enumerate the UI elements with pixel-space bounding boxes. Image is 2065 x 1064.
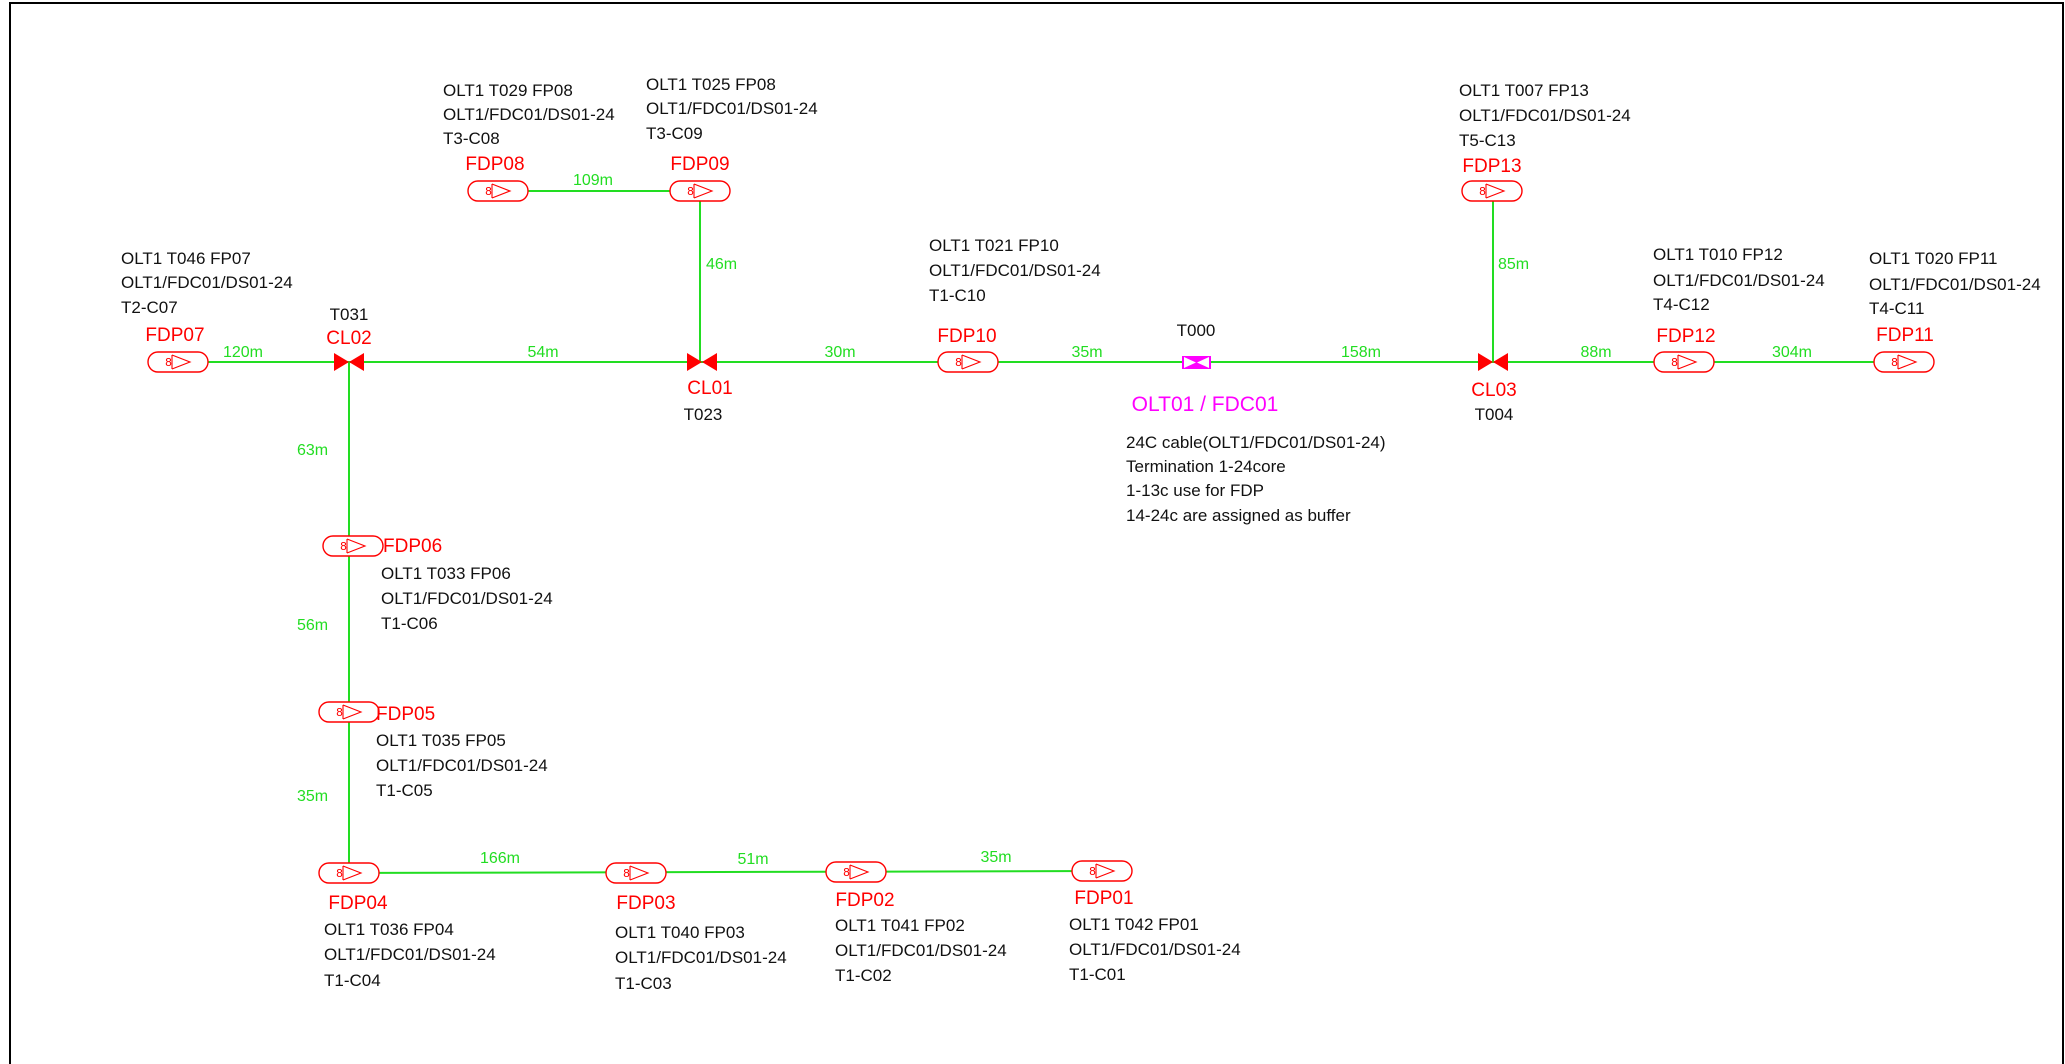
fdp06-info-line: OLT1 T033 FP06	[381, 564, 511, 583]
fdp03-symbol: 8	[623, 867, 630, 880]
fdp06-symbol: 8	[340, 540, 347, 553]
closure-cl03-tag: T004	[1474, 405, 1514, 424]
fdp02-splitter-icon[interactable]	[826, 862, 886, 882]
fdp07-info-line: OLT1 T046 FP07	[121, 249, 251, 268]
fdp08-info-line: T3-C08	[443, 129, 500, 148]
length-cl02-cl01: 54m	[527, 344, 559, 361]
fdp02-info-line: T1-C02	[835, 966, 892, 985]
length-fdp05-fdp04: 35m	[297, 788, 329, 805]
fdp-node-fdp06	[323, 536, 553, 633]
length-fdp02-fdp01: 35m	[980, 849, 1012, 866]
fdp03-label: FDP03	[616, 893, 676, 914]
length-fdp08-fdp09: 109m	[572, 172, 614, 189]
fdp11-info-line: T4-C11	[1869, 299, 1925, 318]
fdp-node-fdp04	[319, 863, 496, 990]
olt-note-line: 24C cable(OLT1/FDC01/DS01-24)	[1126, 433, 1386, 452]
fdp13-info-line: T5-C13	[1459, 131, 1516, 150]
fdp13-label: FDP13	[1462, 156, 1522, 177]
length-cl01-fdp10: 30m	[824, 344, 856, 361]
fdp-node-fdp07	[121, 249, 293, 372]
fdp12-splitter-icon[interactable]	[1654, 352, 1714, 372]
fdp05-splitter-icon[interactable]	[319, 702, 379, 722]
fdp07-label: FDP07	[145, 325, 205, 346]
length-fdp12-fdp11: 304m	[1771, 344, 1813, 361]
fdp11-symbol: 8	[1891, 356, 1898, 369]
fdp09-splitter-icon[interactable]	[670, 181, 730, 201]
fdp10-symbol: 8	[955, 356, 962, 369]
fdp10-label: FDP10	[937, 326, 997, 347]
fdp08-info-line: OLT1 T029 FP08	[443, 81, 573, 100]
fdp07-symbol: 8	[165, 356, 172, 369]
closure-cl01-label: CL01	[687, 378, 733, 399]
fdp02-info-line: OLT1/FDC01/DS01-24	[835, 941, 1007, 960]
fdp-node-fdp05	[319, 702, 548, 800]
fdp13-symbol: 8	[1479, 185, 1486, 198]
fdp06-splitter-icon[interactable]	[323, 536, 383, 556]
fdp07-info-line: OLT1/FDC01/DS01-24	[121, 273, 293, 292]
length-fdp10-olt: 35m	[1071, 344, 1103, 361]
fdp05-symbol: 8	[336, 706, 343, 719]
closure-cl02-tag: T031	[329, 305, 369, 324]
fdp04-info-line: OLT1/FDC01/DS01-24	[324, 945, 496, 964]
fdp11-info-line: OLT1 T020 FP11	[1869, 249, 1998, 268]
closure-cl02-label: CL02	[326, 328, 372, 349]
fdp-node-fdp03	[606, 863, 787, 993]
fdp05-info-line: OLT1 T035 FP05	[376, 731, 506, 750]
fdp13-info-line: OLT1 T007 FP13	[1459, 81, 1589, 100]
fdp06-label: FDP06	[383, 536, 443, 557]
fdp09-symbol: 8	[687, 185, 694, 198]
fdp12-symbol: 8	[1671, 356, 1678, 369]
fdp02-symbol: 8	[843, 866, 850, 879]
fdp03-info-line: OLT1 T040 FP03	[615, 923, 745, 942]
fdp10-info-line: OLT1/FDC01/DS01-24	[929, 261, 1101, 280]
fdp02-label: FDP02	[835, 890, 895, 911]
fdp08-label: FDP08	[465, 154, 525, 175]
olt-note-line: 1-13c use for FDP	[1126, 481, 1264, 500]
fdp01-info-line: T1-C01	[1069, 965, 1126, 984]
fdp10-info-line: OLT1 T021 FP10	[929, 236, 1059, 255]
fdp01-symbol: 8	[1089, 865, 1096, 878]
length-fdp03-fdp02: 51m	[737, 851, 769, 868]
length-fdp09-cl01: 46m	[706, 256, 738, 273]
fdp05-label: FDP05	[376, 704, 436, 725]
length-fdp07-cl02: 120m	[222, 344, 264, 361]
fdp12-info-line: OLT1/FDC01/DS01-24	[1653, 271, 1825, 290]
fdp04-info-line: OLT1 T036 FP04	[324, 920, 454, 939]
fdp06-info-line: T1-C06	[381, 614, 438, 633]
fdp09-info-line: OLT1/FDC01/DS01-24	[646, 99, 818, 118]
fdp11-info-line: OLT1/FDC01/DS01-24	[1869, 275, 2041, 294]
fdp13-splitter-icon[interactable]	[1462, 181, 1522, 201]
fdp08-info-line: OLT1/FDC01/DS01-24	[443, 105, 615, 124]
fdp02-info-line: OLT1 T041 FP02	[835, 916, 965, 935]
fdp01-splitter-icon[interactable]	[1072, 861, 1132, 881]
fdp04-label: FDP04	[328, 893, 388, 914]
length-olt-cl03: 158m	[1340, 344, 1382, 361]
fdp12-info-line: T4-C12	[1653, 295, 1710, 314]
length-fdp04-fdp03: 166m	[479, 850, 521, 867]
closure-cl01-icon[interactable]	[687, 353, 717, 371]
closure-cl03-label: CL03	[1471, 380, 1517, 401]
length-fdp06-fdp05: 56m	[297, 617, 329, 634]
fdp11-splitter-icon[interactable]	[1874, 352, 1934, 372]
fdp03-info-line: OLT1/FDC01/DS01-24	[615, 948, 787, 967]
fdp06-info-line: OLT1/FDC01/DS01-24	[381, 589, 553, 608]
fdp04-info-line: T1-C04	[324, 971, 381, 990]
fdp10-info-line: T1-C10	[929, 286, 986, 305]
fdp-node-fdp01	[1069, 861, 1241, 984]
fdp05-info-line: OLT1/FDC01/DS01-24	[376, 756, 548, 775]
fdp01-label: FDP01	[1074, 888, 1134, 909]
fdp03-info-line: T1-C03	[615, 974, 672, 993]
fdp13-info-line: OLT1/FDC01/DS01-24	[1459, 106, 1631, 125]
fdp-node-fdp02	[826, 862, 1007, 985]
fdp12-info-line: OLT1 T010 FP12	[1653, 245, 1783, 264]
olt-note-line: 14-24c are assigned as buffer	[1126, 506, 1351, 525]
fdp-node-fdp09	[646, 75, 818, 201]
fdp04-symbol: 8	[336, 867, 343, 880]
olt-tag: T000	[1176, 321, 1216, 340]
closure-cl01-tag: T023	[683, 405, 723, 424]
fdp08-symbol: 8	[485, 185, 492, 198]
fdp12-label: FDP12	[1656, 326, 1716, 347]
fdp07-splitter-icon[interactable]	[148, 352, 208, 372]
fdp09-info-line: OLT1 T025 FP08	[646, 75, 776, 94]
fdp09-label: FDP09	[670, 154, 730, 175]
fdp01-info-line: OLT1/FDC01/DS01-24	[1069, 940, 1241, 959]
wire-fdp04-fdp01	[349, 871, 1102, 873]
fdp04-splitter-icon[interactable]	[319, 863, 379, 883]
fdp09-info-line: T3-C09	[646, 124, 703, 143]
fdp07-info-line: T2-C07	[121, 298, 178, 317]
closures	[326, 305, 1516, 424]
length-fdp13-cl03: 85m	[1498, 256, 1530, 273]
fdp11-label: FDP11	[1876, 325, 1934, 346]
fdp05-info-line: T1-C05	[376, 781, 433, 800]
fdp-node-fdp11	[1869, 249, 2041, 372]
length-cl03-fdp12: 88m	[1580, 344, 1612, 361]
olt-note-line: Termination 1-24core	[1126, 457, 1286, 476]
fdp08-splitter-icon[interactable]	[468, 181, 528, 201]
fdp-node-fdp13	[1459, 81, 1631, 201]
fdp03-splitter-icon[interactable]	[606, 863, 666, 883]
fdp01-info-line: OLT1 T042 FP01	[1069, 915, 1199, 934]
olt-label: OLT01 / FDC01	[1131, 393, 1279, 416]
fdp10-splitter-icon[interactable]	[938, 352, 998, 372]
length-cl02-fdp06: 63m	[297, 442, 329, 459]
